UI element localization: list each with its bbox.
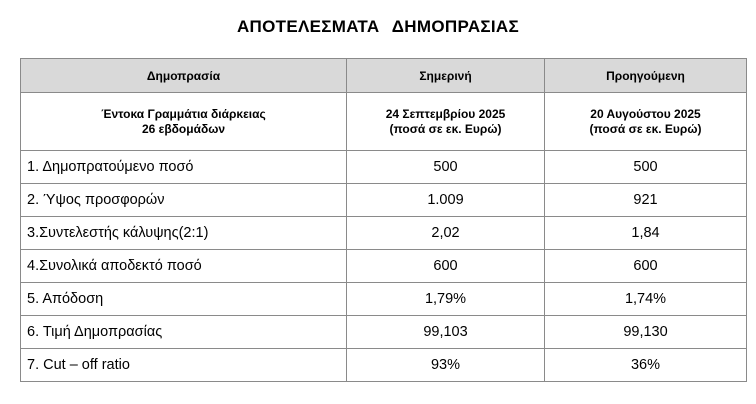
- previous-date-cell: [545, 93, 747, 151]
- row-previous-value: 1,74%: [545, 283, 747, 316]
- row-current-value: 93%: [347, 349, 545, 382]
- table-row: [21, 184, 747, 217]
- table-row: [21, 349, 747, 382]
- table-row: [21, 151, 747, 184]
- row-current-value: 1.009: [347, 184, 545, 217]
- row-current-value: 99,103: [347, 316, 545, 349]
- instrument-line-1: Έντοκα Γραμμάτια διάρκειας: [101, 106, 266, 121]
- row-previous-value: 1,84: [545, 217, 747, 250]
- header-previous: Προηγούμενη: [545, 59, 747, 93]
- current-date-cell: [347, 93, 545, 151]
- table-row: [21, 217, 747, 250]
- current-unit: (ποσά σε εκ. Ευρώ): [389, 121, 502, 136]
- row-previous-value: 36%: [545, 349, 747, 382]
- previous-date: 20 Αυγούστου 2025: [590, 106, 701, 121]
- row-label: 2. Ύψος προσφορών: [21, 184, 347, 217]
- table-subheader-row: [21, 93, 747, 151]
- header-current: Σημερινή: [347, 59, 545, 93]
- row-previous-value: 921: [545, 184, 747, 217]
- page-title: ΑΠΟΤΕΛΕΣΜΑΤΑ ΔΗΜΟΠΡΑΣΙΑΣ: [236, 17, 519, 36]
- table-row: [21, 316, 747, 349]
- auction-results-table: [20, 58, 747, 382]
- row-label: 4.Συνολικά αποδεκτό ποσό: [21, 250, 347, 283]
- row-label: 5. Απόδοση: [21, 283, 347, 316]
- row-current-value: 600: [347, 250, 545, 283]
- row-current-value: 1,79%: [347, 283, 545, 316]
- row-label: 6. Τιμή Δημοπρασίας: [21, 316, 347, 349]
- row-label: 7. Cut – off ratio: [21, 349, 347, 382]
- row-label: 1. Δημοπρατούμενο ποσό: [21, 151, 347, 184]
- row-previous-value: 500: [545, 151, 747, 184]
- row-current-value: 2,02: [347, 217, 545, 250]
- current-date: 24 Σεπτεμβρίου 2025: [385, 106, 506, 121]
- instrument-line-2: 26 εβδομάδων: [141, 121, 226, 136]
- row-label: 3.Συντελεστής κάλυψης(2:1): [21, 217, 347, 250]
- row-previous-value: 600: [545, 250, 747, 283]
- instrument-cell: [21, 93, 347, 151]
- row-previous-value: 99,130: [545, 316, 747, 349]
- row-current-value: 500: [347, 151, 545, 184]
- header-auction: Δημοπρασία: [21, 59, 347, 93]
- table-row: [21, 283, 747, 316]
- previous-unit: (ποσά σε εκ. Ευρώ): [589, 121, 702, 136]
- table-row: [21, 250, 747, 283]
- table-header-row: [21, 59, 747, 93]
